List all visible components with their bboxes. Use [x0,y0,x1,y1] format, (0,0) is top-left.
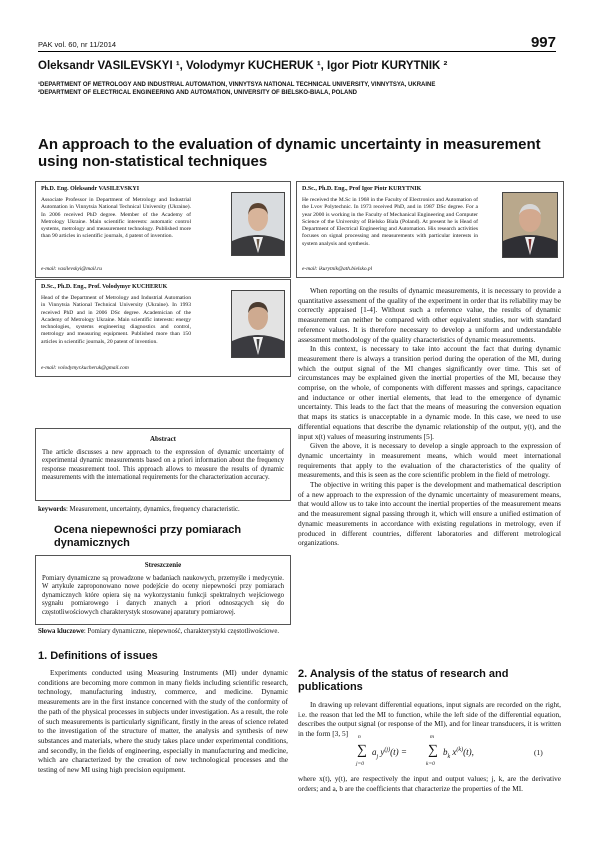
author-photo-kucheruk [231,290,285,358]
eq-rhs-term: $b_k$ $x^{(k)}(t)$, [443,747,474,760]
bio-box-kucheruk [35,279,291,377]
right-paragraph-3: Given the above, it is necessary to develop a single approach to the expression of dynamic uncertainty in measurement means, which would meet international requirements that apply to the evaluation of the characteristics of the quality of measurements, and this is seen as the core scientific problem in the field of metrology. [298,441,561,480]
bio-box-vasilevskyi [35,181,291,278]
right-paragraph-2: In this context, is necessary to take into account the fact that during dynamic measurement there is always a transition period during the operation of the MI, during which the output signal of the MI changes significantly over time. This set of circumstances may be explained given the inertial properties of the MI, because they comprise, on the whole, of components with different masses and springs, capacitance and inductance or other inertial elements, that lead to the emergence of dynamic uncertainty. This leads to the fact that the means of measuring the conversion equation that maps its statics is unacceptable in a dynamic mode. In this case, we need to use differential equations that describe the dynamic relationship of the output, y(t), and the input x(t) values of measuring instruments [5]. [298,344,561,441]
abstract-heading: Abstract [149,435,177,443]
eq-rhs-upper-limit: m [430,734,434,740]
keywords-label: keywords [38,506,66,513]
section-2-paragraph-1: In drawing up relevant differential equations, input signals are recorded on the right, i.e. the reason that led the MI to function, while the left side of the differential equation, describes the output signal (or response of the MI), and for linear transducers, it is written in the form [3, 5] [298,700,561,739]
right-paragraph-1: When reporting on the results of dynamic measurements, it is necessary to provide a quantitative assessment of the quality of the experiment in order that its reliability may be correctly appraised [1-4]. Without such a reference value, the results of dynamic measurement can neither be compared with other equivalent studies, nor with standard reference values. It is therefore necessary to develop a uniform and understandable assessment methodology of the quality characteristics of dynamic measurements. [298,286,561,344]
paper-title: An approach to the evaluation of dynamic uncertainty in measurement using non-statistical techniques [38,136,541,170]
affiliation-1: ¹DEPARTMENT OF METROLOGY AND INDUSTRIAL AUTOMATION, VINNYTSYA NATIONAL TECHNICAL UNIVERSITY, VINNYTSYA, UKRAINE [38,82,436,88]
polish-keywords [38,628,288,636]
keywords-value: : Measurement, uncertainty, dynamics, frequency characteristic. [65,506,240,513]
eq-rhs-sum-sign: ∑ [428,743,438,758]
eq-lhs-sum-sign: ∑ [357,743,367,758]
eq-rhs-lower-limit: k=0 [426,761,435,767]
equation-number: (1) [534,748,543,757]
author-line: Oleksandr VASILEVSKYI ¹, Volodymyr KUCHERUK ¹, Igor Piotr KURYTNIK ² [38,60,448,72]
author-photo-vasilevskyi [231,192,285,256]
section-2-paragraph-2: where x(t), y(t), are respectively the input and output values; j, k, are the derivative orders; and a, b are the coefficients that characterize the properties of the MI. [298,774,561,793]
section-1-title: 1. Definitions of issues [38,650,158,662]
polish-abstract-box [35,555,291,625]
right-paragraph-4: The objective in writing this paper is the development and mathematical description of a new approach to the expression of the dynamic uncertainty of measurement means, that would allow us to take into account the inertial properties of the measurement means and the measurement signal passing through it, which will ensure a unified estimation of dynamic measurements in accordance with existing regulations in metrology, even if produced in different countries, different laboratories and different metrological organizations. [298,480,561,548]
bio-email-vasilevskyi: e-mail: vasilevskyi@mail.ru [41,266,102,272]
eq-lhs-term: $a_j$ $y^{(j)}(t)$ = [372,747,407,760]
section-1-paragraph-1: Experiments conducted using Measuring Instruments (MI) under dynamic conditions are becoming more common in many fields including scientific research, technology, manufacturing industry, commerce, and medicine. Dynamic measurements are in the first instance concerned with the study of the conformity of the path of the physical processes in subjects under investigation. As a result, the role of such measurements is particularly significant, firstly in the areas of science related to the investigation of the structure of matter, the analysis and synthesis of new substances and materials, where the study takes place under experimental conditions, and secondly, in the fields of engineering, especially in manufacturing and medicine, which are characterized by the creation of new technological processes and the testing of new MI using high precision equipment. [38,668,288,775]
bio-name-kucheruk: D.Sc., Ph.D. Eng., Prof. Volodymyr KUCHERUK [41,284,168,290]
eq-lhs-lower-limit: j=0 [356,761,364,767]
section-2-title: 2. Analysis of the status of research and publications [298,668,509,693]
bio-box-kurytnik [296,181,564,278]
abstract-box [35,428,291,501]
header-rule [38,51,556,52]
equation-1 [358,735,558,771]
bio-name-kurytnik: D.Sc., Ph.D. Eng., Prof Igor Piotr KURYTNIK [302,186,422,192]
abstract-text: The article discusses a new approach to the expression of dynamic uncertainty of experimental dynamic measurements based on a priori information about the frequency response measurement tool. This approach allows to measure the results of dynamic measurements with the international requirements for the characterization accuracy. [42,449,284,482]
bio-text-kurytnik: He received the M.Sc in 1968 in the Faculty of Electronics and Automation of the Lvov Polytechnic. In 1973 received PhD, and in 1987 DSc degree. For a year 2000 is working in the Faculty of Mechanical Engineering and Computer Science of the University of Bielsko Biala (Poland). At present he is Head of Department of Electrical Engineering and Automation. His research activities focuses on signal processing and measurements with particular interests in system analysis and synthesis. [302,197,478,247]
abstract-keywords [38,506,288,514]
polish-keywords-value: : Pomiary dynamiczne, niepewność, charakterystyki częstotliwościowe. [83,628,280,635]
bio-text-vasilevskyi: Associate Professor in Department of Metrology and Industrial Automation in Vinnytsia National Technical University (Ukraine). In 2006 received PhD degree. Member of the Academy of Metrology Ukraine. Main scientific interests: automatic control systems, metrology and measurement technology. Published more than 90 articles in scientific journals, 4 patent of invention. [41,197,191,240]
right-column-text [298,286,561,548]
journal-reference: PAK vol. 60, nr 11/2014 [38,40,117,49]
polish-abstract-heading: Streszczenie [144,561,182,569]
bio-email-kucheruk: e-mail: volodymyr.kucheruk@gmail.com [41,365,129,371]
polish-keywords-label: Słowa kluczowe [38,628,84,635]
bio-name-vasilevskyi: Ph.D. Eng. Oleksandr VASILEVSKYI [41,186,140,192]
bio-email-kurytnik: e-mail: ikurytnik@ath.bielsko.pl [302,266,373,272]
page-number: 997 [530,34,556,51]
polish-abstract-text: Pomiary dynamiczne są prowadzone w badaniach naukowych, przemyśle i medycynie. W artykule zaproponowano nowe podejście do oceny niepewności przy pomiarach dynamicznych które opiera się na wykorzystaniu funkcji spektralnych wejściowego sygnału pomiarowego i danych znanych a priori odnoszących się do częstotliwościowych charakterystyk stosowanej aparatury pomiarowej. [42,575,284,616]
eq-lhs-upper-limit: n [358,734,361,740]
polish-title: Ocena niepewności przy pomiarach dynamicznych [54,524,242,549]
author-photo-kurytnik [502,192,558,258]
bio-text-kucheruk: Head of the Department of Metrology and Industrial Automation in Vinnytsia National Technical University (Ukraine). In 1993 received PhD and in 2006 DSc degree. Academician of the Academy of Metrology Ukraine. Main scientific interests: energy technologies, systems engineering diagnostics and control, metrology and measuring equipment. Published more than 150 articles in scientific journals, 20 patent of invention. [41,295,191,345]
affiliation-2: ²DEPARTMENT OF ELECTRICAL ENGINEERING AND AUTOMATION, UNIVERSITY OF BIELSKO-BIALA, POLAND [38,90,358,96]
